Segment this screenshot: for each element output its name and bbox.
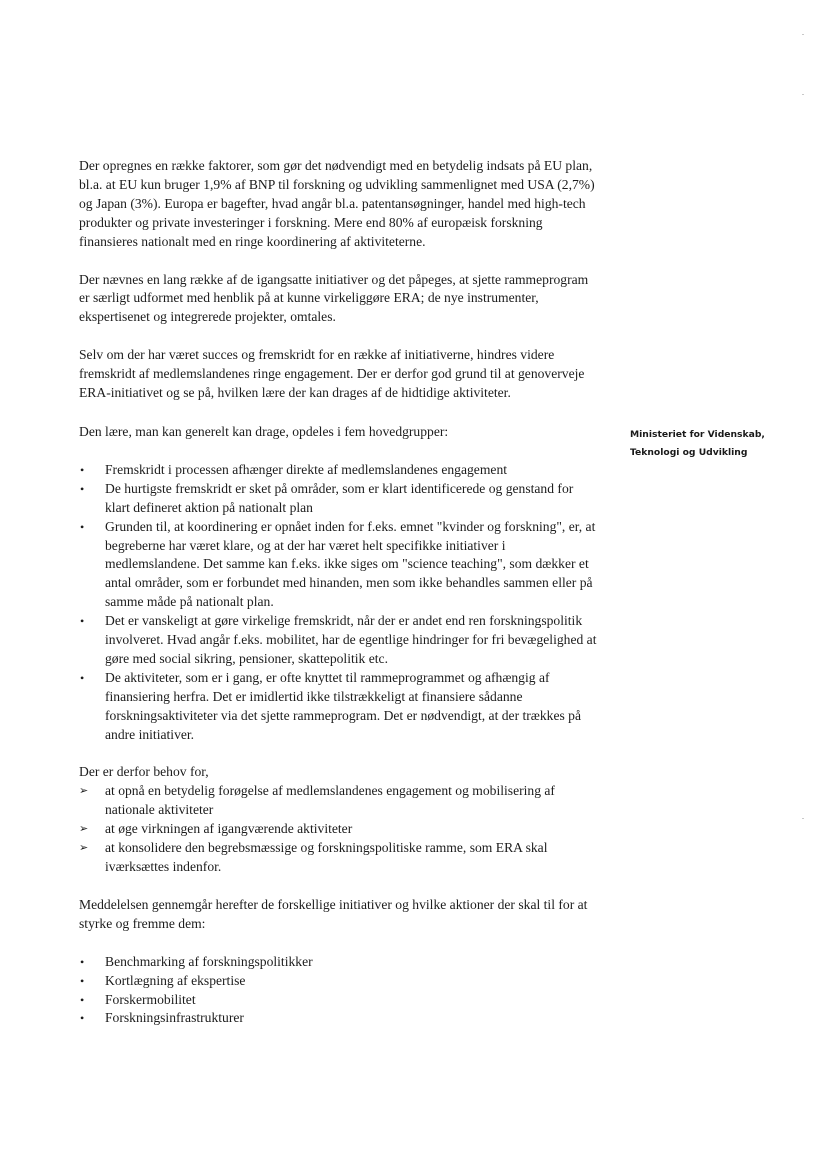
list-item xyxy=(79,991,601,1010)
document-body xyxy=(79,157,601,1047)
list-item xyxy=(79,480,601,518)
list-item-text: at øge virkningen af igangværende aktiviteter xyxy=(105,821,353,837)
lessons-list xyxy=(79,461,601,745)
list-item xyxy=(79,1009,601,1028)
arrow-bullet-icon: ➢ xyxy=(79,822,89,836)
list-item xyxy=(79,972,601,991)
list-item-text: Forskermobilitet xyxy=(105,991,196,1007)
scan-speck xyxy=(802,94,804,95)
list-item-text: Kortlægning af ekspertise xyxy=(105,972,246,988)
arrow-bullet-icon: ➢ xyxy=(79,784,89,798)
list-item xyxy=(79,839,601,877)
ministry-name-line-2: Teknologi og Udvikling xyxy=(630,447,748,458)
list-item-text: Det er vanskeligt at gøre virkelige fremskridt, når der er andet end ren forskningspolitik involveret. Hvad angår f.eks. mobilitet, har de egentlige hindringer for fri bevægelighed at gøre med social sikring, pensioner, skattepolitik etc. xyxy=(105,613,597,666)
list-item-text: Forskningsinfrastrukturer xyxy=(105,1010,244,1026)
bullet-icon: • xyxy=(80,1011,85,1026)
ministry-name-line-1: Ministeriet for Videnskab, xyxy=(630,429,765,440)
list-item xyxy=(79,461,601,480)
bullet-icon: • xyxy=(80,954,85,969)
list-item xyxy=(79,953,601,972)
bullet-icon: • xyxy=(80,481,85,496)
bullet-icon: • xyxy=(80,614,85,629)
ministry-sidebar-label xyxy=(630,426,820,462)
list-item-text: Benchmarking af forskningspolitikker xyxy=(105,953,313,969)
list-item-text: De aktiviteter, som er i gang, er ofte knyttet til rammeprogrammet og afhængig af finansiering herfra. Det er imidlertid ikke tilstrækkeligt at finansiere sådanne forskningsaktiviteter via det sjette rammeprogram. Det er nødvendigt, at der trækkes på andre initiativer. xyxy=(105,669,582,742)
list-item-text: Grunden til, at koordinering er opnået inden for f.eks. emnet "kvinder og forskning", er, at begreberne har været klare, og at der har været helt specifikke initiativer i medlemslandene. Det samme kan f.eks. ikke siges om "science teaching", som dækker et antal områder, som er forbundet med hinanden, men som ikke behandles sammen eller på samme måde på nationalt plan. xyxy=(105,518,596,610)
paragraph-needs-intro: Der er derfor behov for, xyxy=(79,764,209,780)
bullet-icon: • xyxy=(80,992,85,1007)
paragraph-progress: Selv om der har været succes og fremskridt for en række af initiativerne, hindres videre fremskridt af medlemslandenes ringe engagement. Der er derfor god grund til at genoverveje ERA-initiativet og se på, hvilken lære der kan drages af de hidtidige aktiviteter. xyxy=(79,347,585,401)
scan-speck xyxy=(802,34,804,35)
paragraph-lessons-intro: Den lære, man kan generelt kan drage, opdeles i fem hovedgrupper: xyxy=(79,423,449,439)
list-item-text: at opnå en betydelig forøgelse af medlemslandenes engagement og mobilisering af nationale aktiviteter xyxy=(105,783,555,818)
bullet-icon: • xyxy=(80,670,85,685)
list-item xyxy=(79,669,601,745)
needs-list xyxy=(79,782,601,877)
list-item-text: at konsolidere den begrebsmæssige og forskningspolitiske ramme, som ERA skal iværksættes indenfor. xyxy=(105,840,548,874)
list-item-text: De hurtigste fremskridt er sket på områder, som er klart identificerede og genstand for klart defineret aktion på nationalt plan xyxy=(105,480,574,515)
paragraph-factors: Der opregnes en række faktorer, som gør det nødvendigt med en betydelig indsats på EU plan, bl.a. at EU kun bruger 1,9% af BNP til forskning og udvikling sammenlignet med USA (2,7%) og Japan (3%). Europa er bagefter, hvad angår bl.a. patentansøgninger, handel med high-tech produkter og private investeringer i forskning. Mere end 80% af europæisk forskning finansieres nationalt med en ringe koordinering af aktiviteterne. xyxy=(79,158,595,249)
list-item xyxy=(79,518,601,613)
list-item xyxy=(79,820,601,839)
paragraph-initiatives-overview: Der nævnes en lang række af de igangsatte initiativer og det påpeges, at sjette rammeprogram er særligt udformet med henblik på at kunne virkeliggøre ERA; de nye instrumenter, ekspertisenet og integrerede projekter, omtales. xyxy=(79,271,589,325)
paragraph-initiatives-intro: Meddelelsen gennemgår herefter de forskellige initiativer og hvilke aktioner der skal til for at styrke og fremme dem: xyxy=(79,896,588,931)
bullet-icon: • xyxy=(80,519,85,534)
initiatives-list xyxy=(79,953,601,1029)
arrow-bullet-icon: ➢ xyxy=(79,841,89,855)
list-item-text: Fremskridt i processen afhænger direkte af medlemslandenes engagement xyxy=(105,461,508,477)
scan-speck xyxy=(802,818,804,819)
list-item xyxy=(79,612,601,669)
bullet-icon: • xyxy=(80,973,85,988)
bullet-icon: • xyxy=(80,462,85,477)
list-item xyxy=(79,782,601,820)
